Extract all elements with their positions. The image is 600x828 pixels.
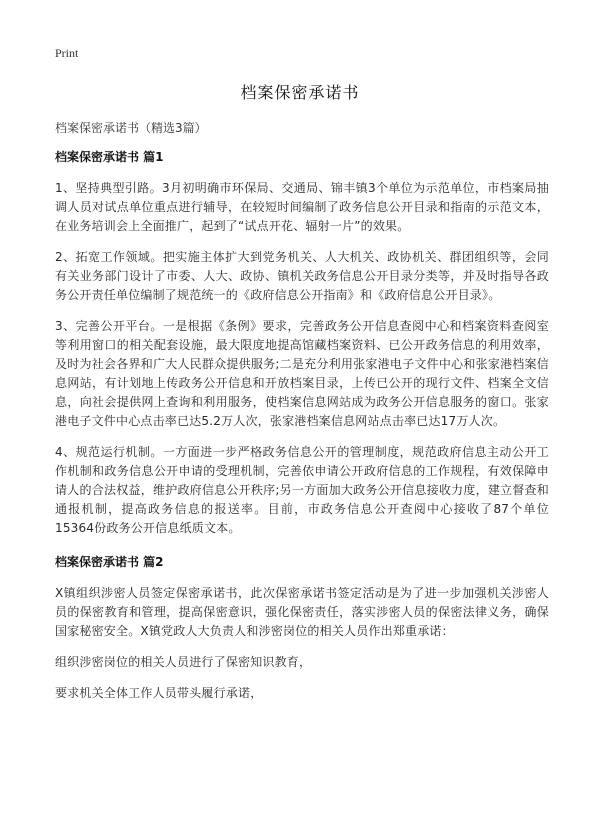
section-heading: 档案保密承诺书 篇2 <box>55 555 164 569</box>
document-body <box>55 120 549 715</box>
document-subtitle: 档案保密承诺书（精选3篇） <box>55 121 207 135</box>
paragraph: X镇组织涉密人员签定保密承诺书，此次保密承诺书签定活动是为了进一步加强机关涉密人员的保密教育和管理，提高保密意识，强化保密责任，落实涉密人员的保密法律义务，确保国家秘密安全。X镇党政人大负责人和涉密岗位的相关人员作出郑重承诺： <box>55 586 549 638</box>
section-2 <box>55 554 549 703</box>
section-1 <box>55 149 549 538</box>
paragraph: 4、规范运行机制。一方面进一步严格政务信息公开的管理制度，规范政府信息主动公开工作机制和政务信息公开申请的受理机制，完善依申请公开政府信息的工作规程，有效保障申请人的合法权益，维护政府信息公开秩序;另一方面加大政务公开信息接收力度，建立督查和通报机制，提高政务信息的报送率。目前，市政务信息公开查阅中心接收了87个单位15364份政务公开信息纸质文本。 <box>55 445 549 535</box>
paragraph: 2、拓宽工作领域。把实施主体扩大到党务机关、人大机关、政协机关、群团组织等，会同有关业务部门设计了市委、人大、政协、镇机关政务信息公开目录分类等，并及时指导各政务公开责任单位编制了规范统一的《政府信息公开指南》和《政府信息公开目录》。 <box>55 250 549 302</box>
paragraph: 要求机关全体工作人员带头履行承诺， <box>55 686 263 700</box>
page-title: 档案保密承诺书 <box>240 83 360 102</box>
print-link[interactable]: Print <box>55 46 79 60</box>
paragraph: 组织涉密岗位的相关人员进行了保密知识教育， <box>55 655 312 669</box>
paragraph: 1、坚持典型引路。3月初明确市环保局、交通局、锦丰镇3个单位为示范单位，市档案局抽调人员对试点单位重点进行辅导，在较短时间编制了政务信息公开目录和指南的示范文本，在业务培训会上全面推广，起到了“试点开花、辐射一片”的效果。 <box>55 181 549 233</box>
paragraph: 3、完善公开平台。一是根据《条例》要求，完善政务公开信息查阅中心和档案资料查阅室等利用窗口的相关配套设施，最大限度地提高馆藏档案资料、已公开政务信息的利用效率，及时为社会各界和广大人民群众提供服务;二是充分利用张家港电子文件中心和张家港档案信息网站，有计划地上传政务公开信息和开放档案目录，上传已公开的现行文件、档案全文信息，向社会提供网上查询和利用服务，使档案信息网站成为政务公开信息服务的窗口。张家港电子文件中心点击率已达5.2万人次，张家港档案信息网站点击率已达17万人次。 <box>55 319 549 428</box>
section-heading: 档案保密承诺书 篇1 <box>55 150 164 164</box>
